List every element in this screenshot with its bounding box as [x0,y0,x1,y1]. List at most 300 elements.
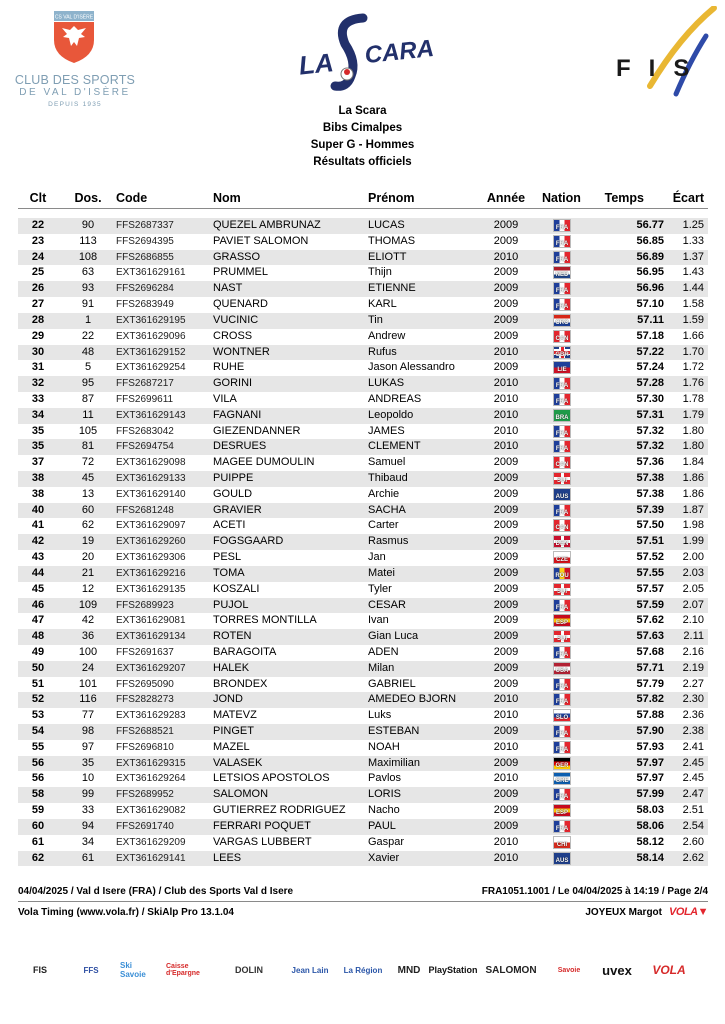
nation-flag-icon [553,235,571,248]
nation-code: FRA [555,794,569,801]
cell-annee: 2009 [493,551,519,564]
cell-code: FFS2691740 [116,820,174,832]
club-logo-line1: CLUB DES SPORTS [14,73,136,87]
cell-ecart: 1.66 [682,329,704,342]
cell-ecart: 1.84 [682,456,704,469]
cell-temps: 57.90 [636,725,664,737]
sponsor-logo-fis: FIS [32,965,47,975]
nation-code: CAN [555,462,569,469]
nation-code: SUI [556,478,567,484]
cell-ecart: 2.45 [682,772,704,785]
cell-code: FFS2687337 [116,220,174,231]
cell-ecart: 1.44 [682,282,704,295]
cell-temps: 57.51 [636,535,664,548]
cell-ecart: 1.86 [682,487,704,500]
cell-prenom: JAMES [368,424,405,437]
nation-flag-icon [553,535,571,548]
cell-dos: 94 [81,819,95,832]
cell-nom: BRONDEX [213,677,268,690]
cell-temps: 58.12 [636,835,664,848]
cell-ecart: 1.99 [682,535,704,548]
cell-temps: 56.85 [636,234,664,247]
cell-dos: 113 [79,234,97,247]
cell-dos: 42 [81,614,95,627]
cell-clt: 37 [31,456,45,469]
cell-code: EXT361629133 [116,473,186,484]
cell-nom: KOSZALI [213,582,260,595]
cell-ecart: 2.54 [682,819,704,832]
table-row [18,598,708,614]
cell-code: EXT361629161 [116,267,186,279]
cell-nom: HALEK [213,661,250,674]
nation-code: BRA [555,414,569,421]
nation-flag-icon [553,630,571,643]
nation-flag-icon [553,251,571,264]
table-row [18,534,708,550]
nation-flag-icon [553,488,571,501]
cell-clt: 30 [31,345,45,358]
cell-dos: 1 [84,313,92,326]
cell-prenom: SACHA [368,503,406,516]
nation-flag-icon [553,346,571,359]
cell-ecart: 2.60 [682,835,704,848]
table-row [18,550,708,566]
cell-clt: 27 [31,298,45,311]
cell-ecart: 1.79 [682,408,704,421]
cell-dos: 116 [79,693,97,706]
nation-flag-icon [553,709,571,722]
cell-ecart: 1.72 [682,361,704,374]
nation-code: CAN [555,525,569,532]
cell-code: EXT361629315 [116,757,186,769]
cell-prenom: Carter [368,519,399,532]
cell-ecart: 2.62 [682,851,704,864]
cell-prenom: LUCAS [368,219,405,231]
footer-timing-info [18,906,708,922]
cell-nom: LETSIOS APOSTOLOS [213,772,330,785]
col-temps: Temps [604,191,644,205]
nation-flag-icon [553,425,571,438]
col-annee: Année [486,191,526,205]
cell-ecart: 2.30 [682,693,704,706]
cell-temps: 57.99 [636,788,664,801]
cell-temps: 57.38 [636,472,664,484]
cell-nom: VARGAS LUBBERT [213,835,312,848]
cell-nom: WONTNER [213,345,270,358]
cell-nom: SALOMON [213,788,269,801]
cell-dos: 61 [81,851,95,864]
cell-dos: 60 [81,503,95,516]
table-row [18,345,708,361]
cell-ecart: 1.37 [682,250,704,263]
cell-prenom: ELIOTT [368,250,407,263]
nation-code: LIE [557,367,567,374]
nation-code: FRA [555,731,569,737]
cell-dos: 72 [81,456,95,469]
nation-code: ESP [555,810,568,817]
cell-clt: 44 [31,566,45,579]
table-row [18,265,708,281]
cell-code: FFS2689923 [116,599,174,611]
cell-prenom: Rufus [368,345,397,358]
table-row [18,424,708,440]
cell-clt: 38 [31,472,45,484]
cell-code: EXT361629140 [116,488,186,500]
cell-nom: LEES [213,851,242,864]
nation-code: FRA [555,509,569,516]
nation-code: ESP [555,620,568,627]
cell-annee: 2009 [493,282,519,295]
cell-clt: 40 [31,503,45,516]
cell-ecart: 1.43 [682,266,704,279]
cell-dos: 45 [81,472,95,484]
table-row [18,724,708,740]
cell-prenom: CLEMENT [368,440,421,453]
cell-nom: FAGNANI [213,408,262,421]
cell-temps: 57.32 [636,440,664,453]
svg-text:FIS: FIS [616,55,708,82]
cell-clt: 34 [31,408,45,421]
nation-code: FRA [555,825,569,832]
cell-clt: 56 [31,756,45,769]
cell-annee: 2009 [493,645,519,658]
cell-temps: 57.10 [636,298,664,311]
table-row [18,803,708,819]
footer-operator: JOYEUX Margot [585,907,662,918]
sponsor-logo-ffs: FFS [83,965,99,975]
cell-code: FFS2683949 [116,299,174,311]
nation-code: AUS [555,493,569,500]
svg-text:CS VAL D'ISÈRE: CS VAL D'ISÈRE [54,14,94,21]
cell-code: EXT361629134 [116,631,186,643]
cell-nom: PESL [213,551,242,564]
cell-prenom: ANDREAS [368,392,422,405]
nation-code: CRO [555,319,569,326]
cell-annee: 2009 [493,519,519,532]
sponsor-logo-jean-lain: Jean Lain [291,965,329,975]
cell-nom: MAZEL [213,740,250,753]
table-row [18,392,708,408]
cell-nom: CROSS [213,329,253,342]
footer-date-venue: 04/04/2025 / Val d Isere (FRA) / Club des Sports Val d Isere [18,886,294,897]
cell-clt: 59 [31,804,45,817]
nation-flag-icon [553,646,571,659]
cell-nom: DESRUES [213,440,267,453]
cell-ecart: 2.07 [682,598,704,611]
cell-ecart: 1.59 [682,313,704,326]
cell-clt: 60 [31,819,45,832]
nation-flag-icon [553,456,571,469]
cell-ecart: 2.19 [682,661,704,674]
nation-code: FRA [555,430,569,437]
cell-nom: GRAVIER [213,503,262,516]
cell-annee: 2009 [493,614,519,627]
cell-dos: 5 [84,361,92,374]
cell-ecart: 1.78 [682,392,704,405]
cell-clt: 33 [31,392,45,405]
cell-code: EXT361629096 [116,330,186,342]
table-row [18,708,708,724]
cell-dos: 87 [81,392,95,405]
cell-ecart: 2.47 [682,788,704,801]
cell-dos: 33 [81,804,95,817]
cell-ecart: 2.51 [682,804,704,817]
results-table-header [18,188,708,209]
cell-dos: 62 [81,519,95,532]
table-row [18,566,708,582]
cell-code: FFS2694395 [116,235,174,247]
table-row [18,819,708,835]
cell-clt: 54 [31,725,45,737]
nation-flag-icon [553,567,571,580]
cell-dos: 101 [78,677,98,690]
cell-code: FFS2687217 [116,378,174,390]
cell-temps: 57.82 [636,693,664,706]
table-row [18,613,708,629]
cell-prenom: Thibaud [368,472,408,484]
cell-annee: 2009 [493,819,519,832]
cell-clt: 42 [31,535,45,548]
cell-code: FFS2686855 [116,251,174,263]
cell-prenom: Tin [368,313,383,326]
cell-ecart: 1.25 [682,219,704,231]
cell-annee: 2009 [493,566,519,579]
col-nation: Nation [542,191,581,205]
cell-ecart: 2.10 [682,614,704,627]
nation-code: GRE [555,778,569,785]
nation-flag-icon [553,614,571,627]
nation-code: FRA [555,383,569,390]
cell-prenom: Tyler [368,582,392,595]
cell-ecart: 1.87 [682,503,704,516]
cell-dos: 97 [81,740,95,753]
cell-nom: FERRARI POQUET [213,819,311,832]
cell-prenom: AMEDEO BJORN [368,693,457,706]
cell-annee: 2010 [493,709,519,722]
cell-annee: 2009 [493,661,519,674]
cell-annee: 2010 [493,377,519,390]
nation-code: GBR [555,351,569,358]
col-ecart: Écart [672,191,704,205]
sponsor-logo-playstation: PlayStation [428,965,478,975]
cell-clt: 28 [31,313,45,326]
svg-text:LA: LA [297,47,335,81]
cell-clt: 52 [31,693,45,706]
cell-annee: 2009 [493,329,519,342]
cell-dos: 48 [81,345,95,358]
cell-nom: GORINI [213,377,253,390]
cell-prenom: Xavier [368,851,400,864]
cell-temps: 57.28 [636,377,664,390]
cell-prenom: Matei [368,566,395,579]
sponsor-logo-savoie: Savoie [557,966,581,974]
table-row [18,740,708,756]
cell-nom: QUEZEL AMBRUNAZ [213,219,321,231]
cell-code: FFS2695090 [116,678,174,690]
svg-text:CARA: CARA [363,34,436,70]
cell-annee: 2009 [493,361,519,374]
col-prenom: Prénom [368,191,415,205]
nation-code: SLO [555,715,569,722]
cell-dos: 34 [81,835,95,848]
table-row [18,439,708,455]
nation-flag-icon [553,693,571,706]
cell-annee: 2009 [493,582,519,595]
cell-nom: JOND [213,693,243,706]
cell-prenom: Milan [368,661,395,674]
cell-nom: GRASSO [213,250,261,263]
cell-temps: 57.52 [636,551,664,564]
results-status: Résultats officiels [313,156,412,168]
cell-code: EXT361629098 [116,457,186,469]
cell-clt: 24 [31,250,45,263]
cell-code: EXT361629152 [116,346,186,358]
cell-prenom: LORIS [368,788,402,801]
sponsor-logo-dolin: DOLIN [235,965,263,975]
race-sponsor: Bibs Cimalpes [322,122,403,134]
cell-dos: 10 [81,772,95,785]
cell-code: FFS2699611 [116,393,174,405]
cell-code: FFS2683042 [116,425,174,437]
cell-ecart: 2.00 [682,551,704,564]
race-name: La Scara [338,105,387,117]
cell-code: EXT361629306 [116,552,186,564]
nation-flag-icon [553,361,571,374]
cell-code: FFS2689952 [116,789,174,801]
cell-nom: VUCINIC [213,313,259,326]
table-row [18,471,708,487]
cell-clt: 29 [31,329,45,342]
table-row [18,582,708,598]
cell-clt: 43 [31,551,45,564]
cell-code: EXT361629254 [116,362,186,374]
cell-temps: 57.50 [636,519,664,532]
cell-code: FFS2688521 [116,726,174,737]
nation-flag-icon [553,393,571,406]
cell-temps: 57.93 [636,740,664,753]
nation-flag-icon [553,852,571,865]
nation-flag-icon [553,820,571,833]
nation-code: NED [555,272,569,279]
cell-annee: 2010 [493,440,519,453]
cell-temps: 57.88 [636,709,664,722]
table-row [18,376,708,392]
cell-dos: 105 [78,424,98,437]
footer-event-info [18,885,708,902]
cell-ecart: 1.76 [682,377,704,390]
footer-timing-software: Vola Timing (www.vola.fr) / SkiAlp Pro 13.1.04 [18,907,234,918]
cell-annee: 2009 [493,313,519,326]
sponsor-logo-caisse-d-epargne: Caisse d'Epargne [166,963,200,977]
cell-dos: 99 [81,788,95,801]
cell-prenom: Ivan [368,614,389,627]
cell-annee: 2009 [493,598,519,611]
cell-dos: 12 [81,582,95,595]
cell-temps: 57.63 [636,630,664,643]
nation-code: DEN [555,541,569,548]
cell-nom: PUIPPE [213,472,254,484]
cell-prenom: Andrew [368,329,406,342]
cell-annee: 2009 [493,503,519,516]
cell-annee: 2009 [493,266,519,279]
cell-annee: 2010 [493,740,519,753]
table-row [18,487,708,503]
cell-ecart: 1.70 [682,345,704,358]
vola-logo: VOLA▼ [669,906,708,918]
cell-dos: 98 [81,725,95,737]
nation-code: CHI [556,841,568,848]
cell-ecart: 2.38 [682,725,704,737]
nation-flag-icon [553,409,571,422]
cell-annee: 2009 [493,298,519,311]
cell-dos: 19 [81,535,95,548]
cell-prenom: PAUL [368,819,396,832]
cell-nom: TOMA [213,566,245,579]
sponsor-logo-ski-savoie: Ski Savoie [120,961,146,979]
cell-code: EXT361629283 [116,710,186,722]
nation-flag-icon [553,377,571,390]
cell-temps: 57.79 [636,677,664,690]
nation-code: GER [555,762,569,769]
sponsor-logos-strip [28,950,708,995]
title-block [0,103,725,171]
nation-code: FRA [555,225,569,231]
results-table-body [18,218,708,866]
cell-annee: 2009 [493,804,519,817]
cell-clt: 25 [31,266,45,279]
cell-clt: 49 [31,645,45,658]
col-dos: Dos. [74,191,102,205]
cell-temps: 56.89 [636,250,664,263]
cell-nom: PAVIET SALOMON [213,234,309,247]
cell-annee: 2009 [493,788,519,801]
cell-dos: 20 [81,551,95,564]
cell-temps: 57.18 [636,329,664,342]
nation-flag-icon [553,219,571,232]
table-row [18,629,708,645]
cell-clt: 31 [31,361,45,374]
nation-flag-icon [553,583,571,596]
cell-temps: 57.62 [636,614,664,627]
cell-ecart: 1.80 [682,424,704,437]
cell-temps: 58.03 [636,804,664,817]
cell-code: EXT361629207 [116,662,186,674]
cell-ecart: 2.03 [682,566,704,579]
club-logo-line3: DEPUIS 1935 [48,101,102,108]
cell-code: FFS2696810 [116,741,174,753]
cell-code: EXT361629216 [116,567,186,579]
nation-code: FRA [555,256,569,263]
cell-prenom: Rasmus [368,535,409,548]
table-row [18,756,708,772]
cell-ecart: 2.11 [683,630,704,643]
cell-temps: 57.57 [636,582,664,595]
nation-code: FRA [555,288,569,295]
cell-prenom: KARL [368,298,397,311]
cell-prenom: Nacho [368,804,400,817]
cell-annee: 2009 [493,234,519,247]
cell-nom: QUENARD [213,298,269,311]
table-row [18,297,708,313]
cell-annee: 2009 [493,725,519,737]
cell-annee: 2009 [493,535,519,548]
cell-prenom: Pavlos [368,772,402,785]
cell-prenom: GABRIEL [368,677,416,690]
sponsor-logo-vola: VOLA [652,963,686,977]
cell-ecart: 1.86 [682,472,704,484]
col-nom: Nom [213,191,241,205]
table-row [18,408,708,424]
